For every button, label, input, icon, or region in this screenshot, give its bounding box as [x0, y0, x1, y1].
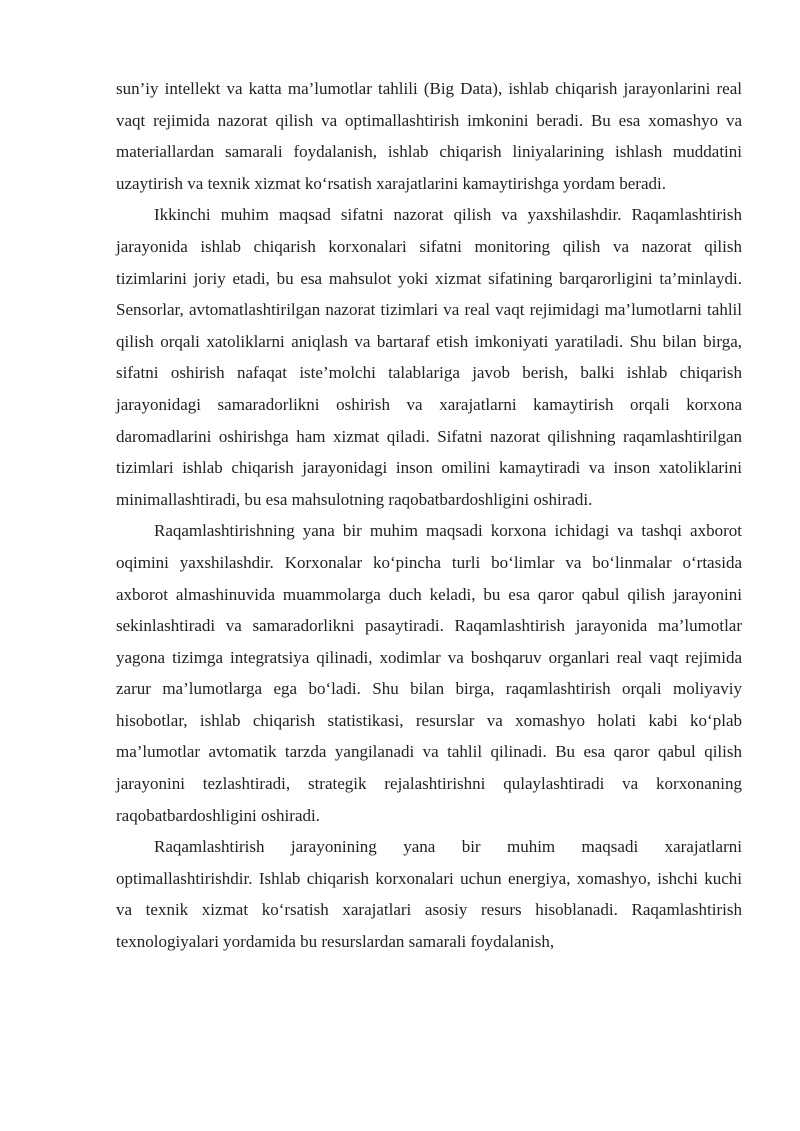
paragraph-information-flow: Raqamlashtirishning yana bir muhim maqsadi korxona ichidagi va tashqi axborot oqimini yaxshilashdir. Korxonalar ko‘pincha turli bo‘limlar va bo‘linmalar o‘rtasida axborot almashinuvida muammolarga duch keladi, bu esa qaror qabul qilish jarayonini sekinlashtiradi va samaradorlikni pasaytiradi. Raqamlashtirish jarayonida ma’lumotlar yagona tizimga integratsiya qilinadi, xodimlar va boshqaruv organlari real vaqt rejimida zarur ma’lumotlarga ega bo‘ladi. Shu bilan birga, raqamlashtirish orqali moliyaviy hisobotlar, ishlab chiqarish statistikasi, resurslar va xomashyo holati kabi ko‘plab ma’lumotlar avtomatik tarzda yangilanadi va tahlil qilinadi. Bu esa qaror qabul qilish jarayonini tezlashtiradi, strategik rejalashtirishni qulaylashtiradi va korxonaning raqobatbardoshligini oshiradi. — [116, 521, 742, 825]
paragraph-quality-control: Ikkinchi muhim maqsad sifatni nazorat qilish va yaxshilashdir. Raqamlashtirish jarayonida ishlab chiqarish korxonalari sifatni monitoring qilish va nazorat qilish tizimlarini joriy etadi, bu esa mahsulot yoki xizmat sifatining barqarorligini ta’minlaydi. Sensorlar, avtomatlashtirilgan nazorat tizimlari va real vaqt rejimidagi ma’lumotlarni tahlil qilish orqali xatoliklarni aniqlash va bartaraf etish imkoniyati yaratiladi. Shu bilan birga, sifatni oshirish nafaqat iste’molchi talablariga javob berish, balki ishlab chiqarish jarayonidagi samaradorlikni oshirish va xarajatlarni kamaytirish orqali korxona daromadlarini oshirishga ham xizmat qiladi. Sifatni nazorat qilishning raqamlashtirilgan tizimlari ishlab chiqarish jarayonidagi inson omilini kamaytiradi va inson xatoliklarini minimallashtiradi, bu esa mahsulotning raqobatbardoshligini oshiradi. — [116, 205, 742, 509]
paragraph-cost-optimization: Raqamlashtirish jarayonining yana bir muhim maqsadi xarajatlarni optimallashtirishdir. Ishlab chiqarish korxonalari uchun energiya, xomashyo, ishchi kuchi va texnik xizmat ko‘rsatish xarajatlari asosiy resurs hisoblanadi. Raqamlashtirish texnologiyalari yordamida bu resurslardan samarali foydalanish, — [116, 837, 742, 952]
document-page — [116, 73, 742, 958]
paragraph-continuation: sun’iy intellekt va katta ma’lumotlar tahlili (Big Data), ishlab chiqarish jarayonlarini real vaqt rejimida nazorat qilish va optimallashtirish imkonini beradi. Bu esa xomashyo va materiallardan samarali foydalanish, ishlab chiqarish liniyalarining ishlash muddatini uzaytirish va texnik xizmat ko‘rsatish xarajatlarini kamaytirishga yordam beradi. — [116, 79, 742, 193]
